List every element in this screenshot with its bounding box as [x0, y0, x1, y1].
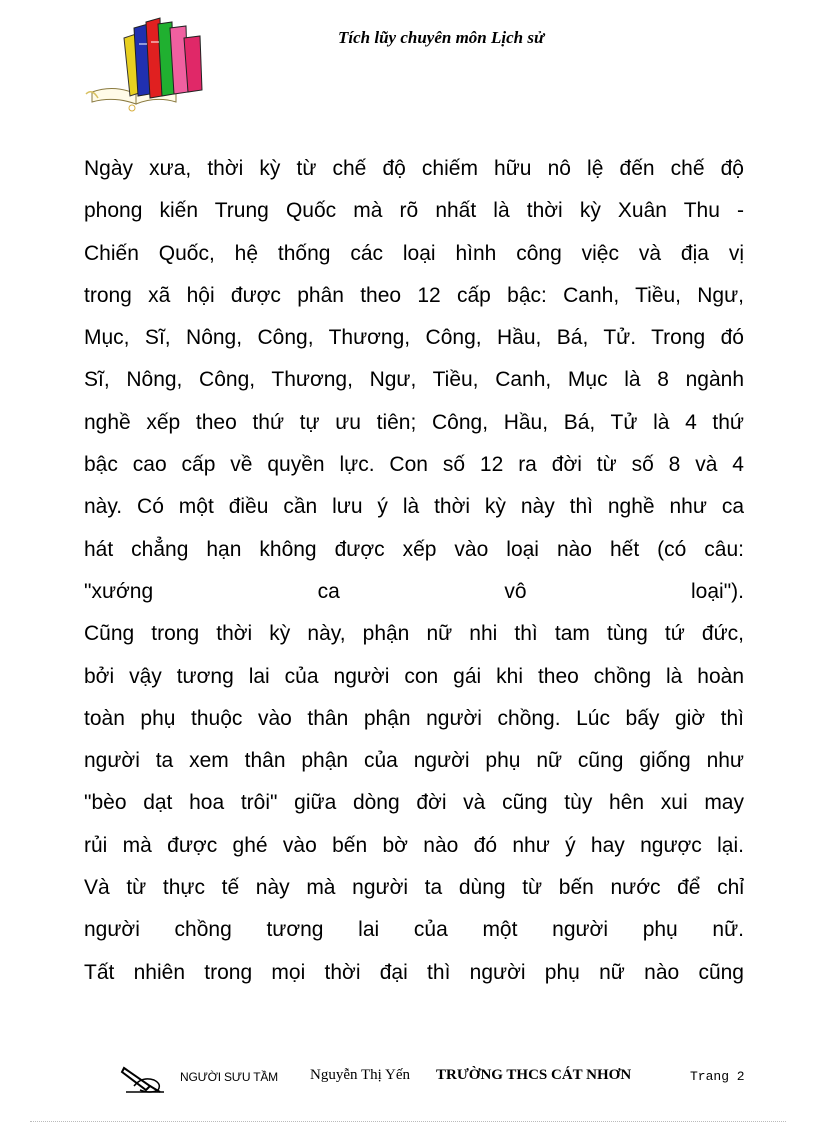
books-icon — [84, 14, 206, 114]
text-line: Ngày xưa, thời kỳ từ chế độ chiếm hữu nô lệ đến chế độ — [84, 157, 744, 180]
text-line: này. Có một điều cần lưu ý là thời kỳ này thì nghề như ca — [84, 495, 744, 519]
text-line: bậc cao cấp về quyền lực. Con số 12 ra đời từ số 8 và 4 — [84, 453, 744, 477]
text-line: "bèo dạt hoa trôi" giữa dòng đời và cũng tùy hên xui may — [84, 791, 744, 815]
text-line: rủi mà được ghé vào bến bờ nào đó như ý hay ngược lại. — [84, 833, 744, 857]
author-name: Nguyễn Thị Yến — [310, 1067, 410, 1083]
text-line: Sĩ, Nông, Công, Thương, Ngư, Tiều, Canh, Mục là 8 ngành — [84, 368, 744, 392]
text-line: "xướng ca vô loại"). — [84, 579, 744, 603]
collector-label: NGƯỜI SƯU TẦM — [180, 1070, 278, 1084]
bottom-divider — [30, 1121, 786, 1122]
text-line: Mục, Sĩ, Nông, Công, Thương, Công, Hầu, Bá, Tử. Trong đó — [84, 326, 744, 350]
text-line: Tất nhiên trong mọi thời đại thì người phụ nữ nào cũng — [84, 960, 744, 984]
header-title: Tích lũy chuyên môn Lịch sử — [338, 28, 545, 47]
pen-icon — [120, 1064, 168, 1094]
text-line: toàn phụ thuộc vào thân phận người chồng. Lúc bấy giờ thì — [84, 706, 744, 730]
school-name: TRƯỜNG THCS CÁT NHƠN — [436, 1067, 632, 1083]
text-line: trong xã hội được phân theo 12 cấp bậc: Canh, Tiều, Ngư, — [84, 283, 744, 307]
text-line: phong kiến Trung Quốc mà rõ nhất là thời kỳ Xuân Thu - — [84, 199, 744, 223]
text-line: Chiến Quốc, hệ thống các loại hình công việc và địa vị — [84, 241, 744, 265]
body-text — [84, 148, 744, 994]
page-footer — [0, 1064, 816, 1094]
text-line: hát chẳng hạn không được xếp vào loại nào hết (có câu: — [84, 537, 744, 561]
text-line: bởi vậy tương lai của người con gái khi theo chồng là hoàn — [84, 664, 744, 688]
text-line: nghề xếp theo thứ tự ưu tiên; Công, Hầu, Bá, Tử là 4 thứ — [84, 410, 744, 434]
text-line: người chồng tương lai của một người phụ nữ. — [84, 918, 744, 942]
text-line: người ta xem thân phận của người phụ nữ cũng giống như — [84, 749, 744, 773]
text-line: Cũng trong thời kỳ này, phận nữ nhi thì tam tùng tứ đức, — [84, 622, 744, 646]
text-line: Và từ thực tế này mà người ta dùng từ bến nước để chỉ — [84, 876, 744, 900]
page-number: Trang 2 — [690, 1069, 745, 1084]
